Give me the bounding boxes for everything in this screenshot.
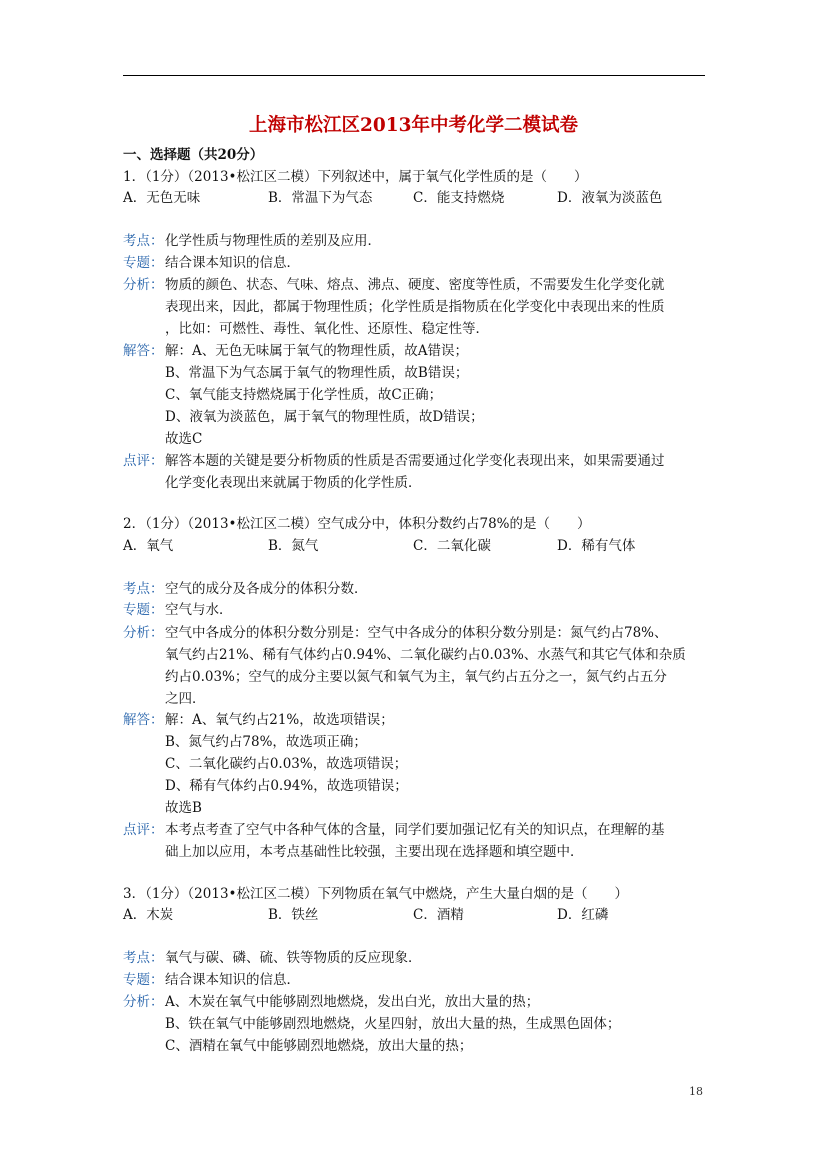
q3-kaodian-text: 氧气与碳、磷、硫、铁等物质的反应现象． <box>165 950 422 966</box>
q3-fenxi-label: 分析： <box>123 994 164 1010</box>
q3-option-d: D．红磷 <box>557 907 609 923</box>
q2-zhuanti-label: 专题： <box>123 602 164 618</box>
q2-jieda-line: B、氮气约占78%，故选项正确； <box>165 734 367 750</box>
q3-fenxi-line: B、铁在氧气中能够剧烈地燃烧，火星四射，放出大量的热，生成黑色固体； <box>165 1016 621 1032</box>
q2-option-b: B．氮气 <box>268 538 319 554</box>
q1-option-c: C．能支持燃烧 <box>413 190 505 206</box>
q2-option-c: C．二氧化碳 <box>413 538 491 554</box>
header-rule <box>123 75 705 76</box>
q1-option-d: D．液氧为淡蓝色 <box>557 190 663 206</box>
q2-kaodian-text: 空气的成分及各成分的体积分数． <box>165 581 368 597</box>
q1-fenxi-line: 表现出来，因此，都属于物理性质；化学性质是指物质在化学变化中表现出来的性质 <box>165 299 665 315</box>
section-heading: 一、选择题（共20分） <box>123 147 264 163</box>
question-2-stem: 2．（1分）（2013•松江区二模）空气成分中，体积分数约占78%的是（ ） <box>123 516 591 532</box>
question-3-stem: 3．（1分）（2013•松江区二模）下列物质在氧气中燃烧，产生大量白烟的是（ ） <box>123 886 628 902</box>
q2-jieda-line: 解：A、氧气约占21%，故选项错误； <box>165 712 394 728</box>
q1-option-a: A．无色无味 <box>123 190 201 206</box>
question-1-stem: 1．（1分）（2013•松江区二模）下列叙述中，属于氧气化学性质的是（ ） <box>123 169 588 185</box>
q2-zhuanti-text: 空气与水． <box>165 602 233 618</box>
q3-zhuanti-label: 专题： <box>123 972 164 988</box>
q1-fenxi-label: 分析： <box>123 277 164 293</box>
q2-jieda-line: C、二氧化碳约占0.03%，故选项错误； <box>165 756 408 772</box>
q1-dianping-line: 化学变化表现出来就属于物质的化学性质． <box>165 475 422 491</box>
q2-option-d: D．稀有气体 <box>557 538 636 554</box>
q3-option-c: C．酒精 <box>413 907 464 923</box>
q1-option-b: B．常温下为气态 <box>268 190 373 206</box>
q2-kaodian-label: 考点： <box>123 581 164 597</box>
q1-fenxi-line: ，比如：可燃性、毒性、氧化性、还原性、稳定性等． <box>165 321 489 337</box>
q1-jieda-line: B、常温下为气态属于氧气的物理性质，故B错误； <box>165 365 469 381</box>
q2-option-a: A．氧气 <box>123 538 174 554</box>
q1-jieda-label: 解答： <box>123 343 164 359</box>
q2-jieda-line: 故选B <box>165 800 202 816</box>
q2-dianping-line: 本考点考查了空气中各种气体的含量，同学们要加强记忆有关的知识点，在理解的基 <box>165 822 665 838</box>
q3-option-b: B．铁丝 <box>268 907 319 923</box>
q1-dianping-label: 点评： <box>123 453 164 469</box>
q1-dianping-line: 解答本题的关键是要分析物质的性质是否需要通过化学变化表现出来，如果需要通过 <box>165 453 665 469</box>
q2-fenxi-line: 空气中各成分的体积分数分别是：空气中各成分的体积分数分别是：氮气约占78%、 <box>165 625 668 641</box>
q3-fenxi-line: C、酒精在氧气中能够剧烈地燃烧，放出大量的热； <box>165 1038 473 1054</box>
q2-dianping-label: 点评： <box>123 822 164 838</box>
q1-jieda-line: D、液氧为淡蓝色，属于氧气的物理性质，故D错误； <box>165 409 484 425</box>
q3-kaodian-label: 考点： <box>123 950 164 966</box>
page-title: 上海市松江区2013年中考化学二模试卷 <box>249 115 578 136</box>
q2-fenxi-line: 氧气约占21%、稀有气体约占0.94%、二氧化碳约占0.03%、水蒸气和其它气体和杂质 <box>165 647 686 663</box>
q1-kaodian-text: 化学性质与物理性质的差别及应用． <box>165 233 381 249</box>
q2-dianping-line: 础上加以应用，本考点基础性比较强，主要出现在选择题和填空题中． <box>165 844 584 860</box>
q1-fenxi-line: 物质的颜色、状态、气味、熔点、沸点、硬度、密度等性质，不需要发生化学变化就 <box>165 277 665 293</box>
q1-kaodian-label: 考点： <box>123 233 164 249</box>
q2-fenxi-line: 之四． <box>165 691 206 707</box>
page-number: 18 <box>689 1085 703 1098</box>
q3-zhuanti-text: 结合课本知识的信息． <box>165 972 300 988</box>
q2-jieda-label: 解答： <box>123 712 164 728</box>
q1-jieda-line: 故选C <box>165 431 203 447</box>
q3-option-a: A．木炭 <box>123 907 174 923</box>
q3-fenxi-line: A、木炭在氧气中能够剧烈地燃烧，发出白光，放出大量的热； <box>165 994 540 1010</box>
q2-fenxi-line: 约占0.03%；空气的成分主要以氮气和氧气为主，氧气约占五分之一，氮气约占五分 <box>165 669 667 685</box>
q1-zhuanti-text: 结合课本知识的信息． <box>165 255 300 271</box>
q1-jieda-line: 解：A、无色无味属于氧气的物理性质，故A错误； <box>165 343 468 359</box>
q1-jieda-line: C、氧气能支持燃烧属于化学性质，故C正确； <box>165 387 443 403</box>
q2-fenxi-label: 分析： <box>123 625 164 641</box>
q2-jieda-line: D、稀有气体约占0.94%，故选项错误； <box>165 778 408 794</box>
q1-zhuanti-label: 专题： <box>123 255 164 271</box>
